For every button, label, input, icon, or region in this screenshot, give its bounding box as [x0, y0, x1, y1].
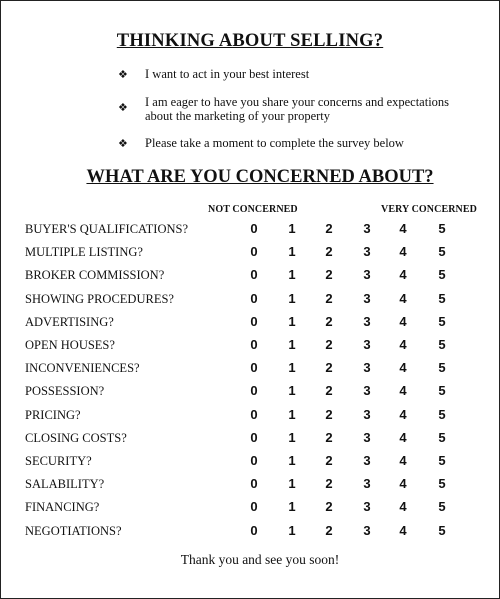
closing-text: Thank you and see you soon!: [180, 552, 340, 567]
rating-option-2[interactable]: 2: [325, 290, 333, 306]
survey-item-label: CLOSING COSTS?: [25, 430, 127, 445]
intro-bullet-text: Please take a moment to complete the survey below: [145, 136, 404, 150]
rating-option-3[interactable]: 3: [363, 476, 371, 492]
rating-option-1[interactable]: 1: [288, 383, 296, 399]
rating-option-0[interactable]: 0: [250, 522, 258, 538]
survey-item-label: PRICING?: [25, 407, 81, 422]
rating-option-2[interactable]: 2: [325, 337, 333, 352]
diamond-bullet-icon: ❖: [118, 137, 128, 150]
rating-option-5[interactable]: 5: [438, 360, 446, 376]
survey-item-label: OPEN HOUSES?: [25, 338, 115, 352]
rating-option-1[interactable]: 1: [288, 499, 296, 515]
rating-option-5[interactable]: 5: [438, 453, 446, 468]
page-title: THINKING ABOUT SELLING?: [116, 31, 384, 51]
survey-item-label: INCONVENIENCES?: [25, 361, 140, 376]
rating-option-2[interactable]: 2: [325, 221, 333, 236]
rating-option-3[interactable]: 3: [363, 453, 371, 468]
survey-row: [1, 475, 499, 495]
rating-option-3[interactable]: 3: [363, 383, 371, 399]
rating-option-1[interactable]: 1: [288, 406, 296, 422]
rating-option-2[interactable]: 2: [325, 522, 333, 538]
survey-row: [1, 336, 499, 356]
survey-row: [1, 498, 499, 518]
rating-option-5[interactable]: 5: [438, 313, 446, 329]
rating-option-2[interactable]: 2: [325, 406, 333, 422]
rating-option-1[interactable]: 1: [288, 476, 296, 492]
rating-option-0[interactable]: 0: [250, 453, 258, 468]
survey-row: [1, 243, 499, 263]
rating-option-4[interactable]: 4: [399, 476, 407, 492]
rating-option-1[interactable]: 1: [288, 313, 296, 329]
rating-option-3[interactable]: 3: [363, 337, 371, 352]
rating-option-3[interactable]: 3: [363, 429, 371, 445]
rating-option-4[interactable]: 4: [399, 221, 407, 236]
rating-option-0[interactable]: 0: [250, 267, 258, 283]
rating-option-0[interactable]: 0: [250, 360, 258, 376]
survey-item-label: SECURITY?: [25, 454, 92, 468]
rating-option-4[interactable]: 4: [399, 383, 407, 399]
rating-option-0[interactable]: 0: [250, 476, 258, 492]
rating-option-5[interactable]: 5: [438, 221, 446, 236]
rating-option-5[interactable]: 5: [438, 522, 446, 538]
diamond-bullet-icon: ❖: [118, 101, 128, 114]
survey-item-label: POSSESSION?: [25, 384, 105, 399]
rating-option-3[interactable]: 3: [363, 406, 371, 422]
rating-option-0[interactable]: 0: [250, 383, 258, 399]
rating-option-5[interactable]: 5: [438, 406, 446, 422]
rating-option-2[interactable]: 2: [325, 383, 333, 399]
rating-option-5[interactable]: 5: [438, 244, 446, 260]
rating-option-0[interactable]: 0: [250, 221, 258, 236]
rating-option-2[interactable]: 2: [325, 453, 333, 468]
rating-option-4[interactable]: 4: [399, 267, 407, 283]
rating-option-1[interactable]: 1: [288, 337, 296, 352]
rating-option-0[interactable]: 0: [250, 337, 258, 352]
survey-item-label: SHOWING PROCEDURES?: [25, 291, 174, 306]
rating-option-5[interactable]: 5: [438, 337, 446, 352]
rating-option-5[interactable]: 5: [438, 383, 446, 399]
rating-option-1[interactable]: 1: [288, 522, 296, 538]
rating-option-4[interactable]: 4: [399, 244, 407, 260]
rating-option-3[interactable]: 3: [363, 360, 371, 376]
scale-low-label: NOT CONCERNED: [208, 204, 298, 215]
rating-option-2[interactable]: 2: [325, 429, 333, 445]
rating-option-1[interactable]: 1: [288, 360, 296, 376]
rating-option-1[interactable]: 1: [288, 290, 296, 306]
rating-option-0[interactable]: 0: [250, 429, 258, 445]
survey-row: [1, 452, 499, 472]
rating-option-4[interactable]: 4: [399, 360, 407, 376]
survey-item-label: MULTIPLE LISTING?: [25, 245, 143, 260]
rating-option-5[interactable]: 5: [438, 290, 446, 306]
rating-option-1[interactable]: 1: [288, 244, 296, 260]
intro-bullet-text: I am eager to have you share your concerns and expectations about the marketing of your property: [145, 95, 450, 123]
rating-option-1[interactable]: 1: [288, 453, 296, 468]
rating-option-4[interactable]: 4: [399, 429, 407, 445]
rating-option-2[interactable]: 2: [325, 360, 333, 376]
survey-row: [1, 359, 499, 379]
intro-bullet-text: I want to act in your best interest: [145, 67, 310, 81]
rating-option-4[interactable]: 4: [399, 337, 407, 352]
rating-option-3[interactable]: 3: [363, 499, 371, 515]
rating-option-3[interactable]: 3: [363, 267, 371, 283]
rating-option-4[interactable]: 4: [399, 499, 407, 515]
rating-option-2[interactable]: 2: [325, 313, 333, 329]
rating-option-2[interactable]: 2: [325, 499, 333, 515]
survey-item-label: BUYER'S QUALIFICATIONS?: [25, 222, 189, 236]
survey-row: [1, 290, 499, 310]
rating-option-4[interactable]: 4: [399, 313, 407, 329]
rating-option-1[interactable]: 1: [288, 221, 296, 236]
survey-title: WHAT ARE YOU CONCERNED ABOUT?: [86, 167, 434, 187]
rating-option-2[interactable]: 2: [325, 244, 333, 260]
rating-option-2[interactable]: 2: [325, 476, 333, 492]
rating-option-0[interactable]: 0: [250, 290, 258, 306]
rating-option-5[interactable]: 5: [438, 499, 446, 515]
rating-option-4[interactable]: 4: [399, 522, 407, 538]
rating-option-2[interactable]: 2: [325, 267, 333, 283]
diamond-bullet-icon: ❖: [118, 68, 128, 81]
rating-option-4[interactable]: 4: [399, 290, 407, 306]
rating-option-1[interactable]: 1: [288, 267, 296, 283]
rating-option-0[interactable]: 0: [250, 499, 258, 515]
survey-row: [1, 313, 499, 333]
survey-item-label: ADVERTISING?: [25, 314, 114, 329]
rating-option-3[interactable]: 3: [363, 221, 371, 236]
rating-option-1[interactable]: 1: [288, 429, 296, 445]
rating-option-0[interactable]: 0: [250, 244, 258, 260]
rating-option-5[interactable]: 5: [438, 476, 446, 492]
scale-high-label: VERY CONCERNED: [381, 204, 477, 215]
survey-row: [1, 266, 499, 286]
rating-option-0[interactable]: 0: [250, 406, 258, 422]
survey-row: [1, 429, 499, 449]
rating-option-3[interactable]: 3: [363, 522, 371, 538]
rating-option-4[interactable]: 4: [399, 453, 407, 468]
survey-row: [1, 220, 499, 240]
rating-option-5[interactable]: 5: [438, 429, 446, 445]
survey-row: [1, 406, 499, 426]
survey-row: [1, 382, 499, 402]
survey-item-label: BROKER COMMISSION?: [25, 268, 165, 283]
rating-option-3[interactable]: 3: [363, 290, 371, 306]
rating-option-5[interactable]: 5: [438, 267, 446, 283]
rating-option-0[interactable]: 0: [250, 313, 258, 329]
survey-item-label: SALABILITY?: [25, 477, 105, 492]
survey-row: [1, 522, 499, 542]
rating-option-4[interactable]: 4: [399, 406, 407, 422]
rating-option-3[interactable]: 3: [363, 244, 371, 260]
survey-item-label: NEGOTIATIONS?: [25, 523, 122, 538]
rating-option-3[interactable]: 3: [363, 313, 371, 329]
survey-item-label: FINANCING?: [25, 500, 100, 515]
